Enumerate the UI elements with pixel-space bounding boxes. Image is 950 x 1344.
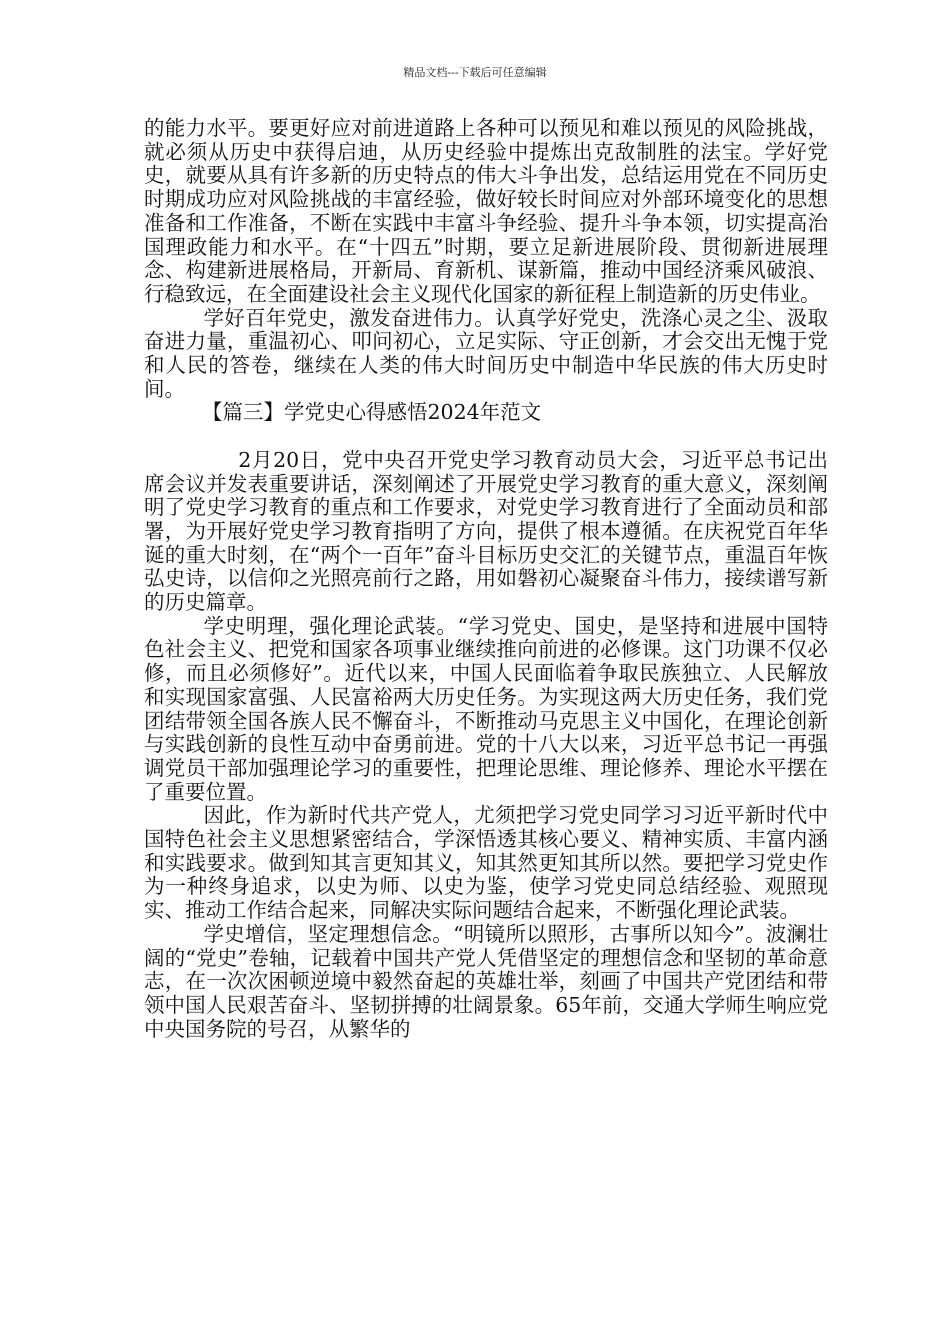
page-header: 精品文档---下载后可任意编辑: [403, 66, 547, 79]
paragraph-5: 因此，作为新时代共产党人，尤须把学习党史同学习习近平新时代中国特色社会主义思想紧密结合，学深悟透其核心要义、精神实质、丰富内涵和实践要求。做到知其言更知其义，知其然更知其所以然。要把学习党史作为一种终身追求，以史为师、以史为鉴，使学习党史同总结经验、观照现实、推动工作结合起来，同解决实际问题结合起来，不断强化理论武装。: [144, 803, 828, 923]
blank-line: [144, 425, 828, 449]
paragraph-1: 的能力水平。要更好应对前进道路上各种可以预见和难以预见的风险挑战，就必须从历史中获得启迪，从历史经验中提炼出克敌制胜的法宝。学好党史，就要从具有许多新的历史特点的伟大斗争出发，总结运用党在不同历史时期成功应对风险挑战的丰富经验，做好较长时间应对外部环境变化的思想准备和工作准备，不断在实践中丰富斗争经验、提升斗争本领，切实提高治国理政能力和水平。在“十四五”时期，要立足新进展阶段、贯彻新进展理念、构建新进展格局，开新局、育新机、谋新篇，推动中国经济乘风破浪、行稳致远，在全面建设社会主义现代化国家的新征程上制造新的历史伟业。: [144, 116, 828, 306]
paragraph-6: 学史增信，坚定理想信念。“明镜所以照形，古事所以知今”。波澜壮阔的“党史”卷轴，记载着中国共产党人凭借坚定的理想信念和坚韧的革命意志，在一次次困顿逆境中毅然奋起的英雄壮举，刻画了中国共产党团结和带领中国人民艰苦奋斗、坚韧拼搏的壮阔景象。65年前，交通大学师生响应党中央国务院的号召，从繁华的: [144, 921, 828, 1041]
paragraph-4: 学史明理，强化理论武装。“学习党史、国史，是坚持和进展中国特色社会主义、把党和国家各项事业继续推向前进的必修课。这门功课不仅必修，而且必须修好”。近代以来，中国人民面临着争取民族独立、人民解放和实现国家富强、人民富裕两大历史任务。为实现这两大历史任务，我们党团结带领全国各族人民不懈奋斗，不断推动马克思主义中国化，在理论创新与实践创新的良性互动中奋勇前进。党的十八大以来，习近平总书记一再强调党员干部加强理论学习的重要性，把理论思维、理论修养、理论水平摆在了重要位置。: [144, 613, 828, 804]
section-heading: 【篇三】学党史心得感悟2024年范文: [202, 400, 542, 425]
document-body: [144, 117, 828, 1041]
paragraph-3: 2月20日，党中央召开党史学习教育动员大会，习近平总书记出席会议并发表重要讲话，深刻阐述了开展党史学习教育的重大意义，深刻阐明了党史学习教育的重点和工作要求，对党史学习教育进行了全面动员和部署，为开展好党史学习教育指明了方向，提供了根本遵循。在庆祝党百年华诞的重大时刻，在“两个一百年”奋斗目标历史交汇的关键节点，重温百年恢弘史诗，以信仰之光照亮前行之路，用如磐初心凝聚奋斗伟力，接续谱写新的历史篇章。: [144, 447, 828, 615]
paragraph-2: 学好百年党史，激发奋进伟力。认真学好党史，洗涤心灵之尘、汲取奋进力量，重温初心、叩问初心，立足实际、守正创新，才会交出无愧于党和人民的答卷，继续在人类的伟大时间历史中制造中华民族的伟大历史时间。: [144, 305, 828, 401]
